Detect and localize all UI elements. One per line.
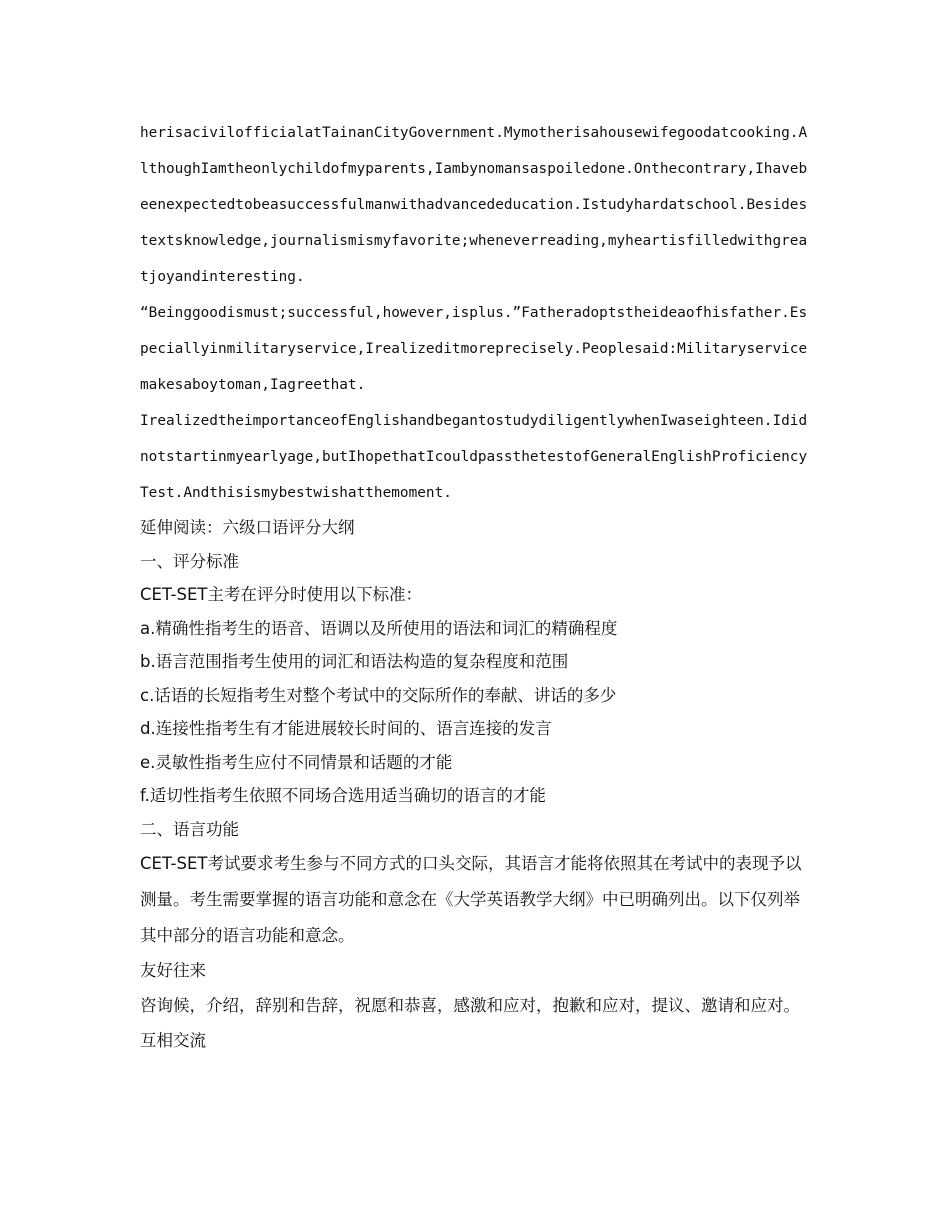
- criterion-d: d.连接性指考生有才能进展较长时间的、语言连接的发言: [140, 719, 552, 738]
- english-paragraph-3: IrealizedtheimportanceofEnglishandbegantostudydiligentlywhenIwaseighteen.Ididnotstartinmyearlyage,butIhopethatIcouldpassthetestofGeneralEnglishProficiencyTest.Andthisismybestwishatthemoment.: [140, 413, 808, 501]
- section-2-paragraph: CET-SET考试要求考生参与不同方式的口头交际，其语言才能将依照其在考试中的表现予以测量。考生需要掌握的语言功能和意念在《大学英语教学大纲》中已明确列出。以下仅列举其中部分的语言功能和意念。: [140, 854, 802, 945]
- criterion-c: c.话语的长短指考生对整个考试中的交际所作的奉献、讲话的多少: [140, 685, 617, 705]
- section-2-title: 二、语言功能: [140, 819, 239, 839]
- english-paragraph-2: “Beinggoodismust;successful,however,isplus.”Fatheradoptstheideaofhisfather.Especiallyinmilitaryservice,Irealizeditmoreprecisely.Peoplesaid:Militaryservicemakesaboytoman,Iagreethat.: [140, 305, 808, 393]
- criterion-a: a.精确性指考生的语音、语调以及所使用的语法和词汇的精确程度: [140, 618, 618, 638]
- criterion-e: e.灵敏性指考生应付不同情景和话题的才能: [140, 752, 453, 772]
- document-page: [140, 115, 812, 1057]
- subsection-friendly-title: 友好往来: [140, 961, 206, 980]
- section-1-title: 一、评分标准: [140, 551, 239, 571]
- section-1-intro: CET-SET主考在评分时使用以下标准：: [140, 585, 422, 604]
- extended-reading-title: 延伸阅读：六级口语评分大纲: [140, 518, 355, 537]
- english-paragraph-1: herisacivilofficialatTainanCityGovernment.Mymotherisahousewifegoodatcooking.AlthoughIamtheonlychildofmyparents,Iambynomansaspoiledone.Onthecontrary,Ihavebeenexpectedtobeasuccessfulmanwithadvancededucation.Istudyhardatschool.Besidestextsknowledge,journalismismyfavorite;wheneverreading,myheartisfilledwithgreatjoyandinteresting.: [140, 125, 808, 285]
- criterion-f: f.适切性指考生依照不同场合选用适当确切的语言的才能: [140, 786, 546, 805]
- criterion-b: b.语言范围指考生使用的词汇和语法构造的复杂程度和范围: [140, 652, 569, 671]
- subsection-exchange-title: 互相交流: [140, 1030, 206, 1050]
- subsection-friendly-paragraph: 咨询候，介绍，辞别和告辞，祝愿和恭喜，感激和应对，抱歉和应对，提议、邀请和应对。: [140, 995, 800, 1015]
